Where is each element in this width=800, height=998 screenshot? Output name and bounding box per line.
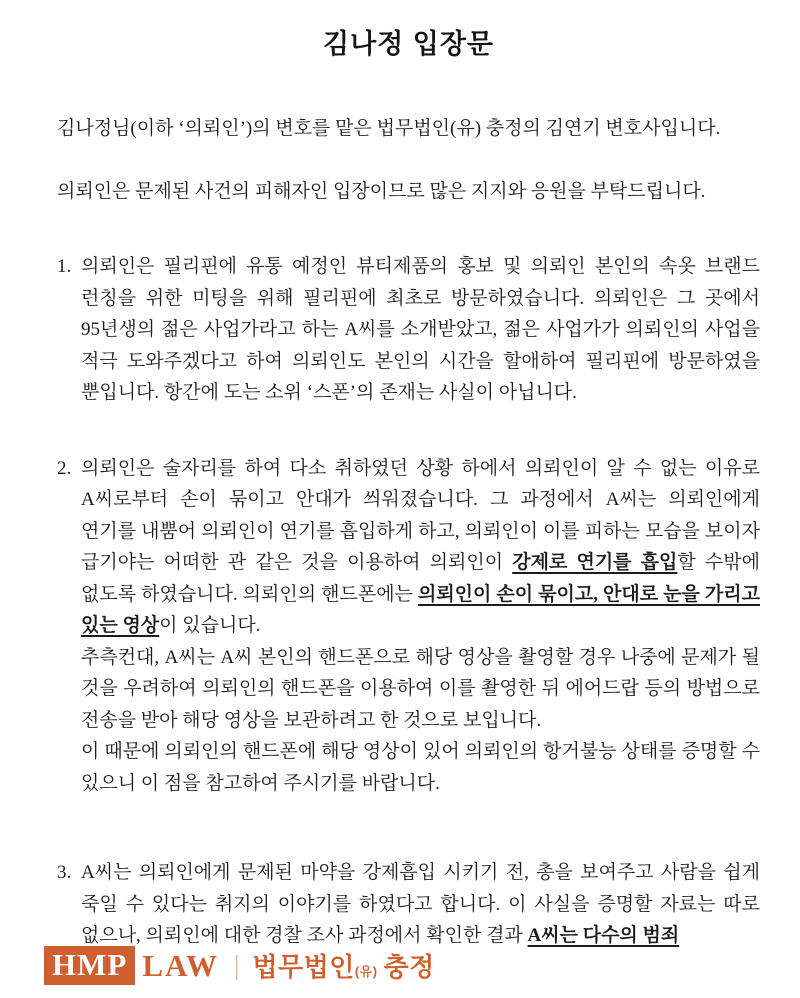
statement-item-2 [57, 453, 760, 800]
item-2-paragraph-2: 추측컨대, A씨는 A씨 본인의 핸드폰으로 해당 영상을 촬영할 경우 나중에 문제가 될 것을 우려하여 의뢰인의 핸드폰을 이용하여 이를 촬영한 뒤 에어드랍 등의 방법으로 전송을 받아 해당 영상을 보관하려고 한 것으로 보입니다. [81, 646, 760, 731]
item-2-body [81, 453, 760, 800]
law-logo-word: LAW [142, 947, 219, 983]
item-1-paragraph-1: 의뢰인은 필리핀에 유통 예정인 뷰티제품의 홍보 및 의뢰인 본인의 속옷 브랜드 런칭을 위한 미팅을 위해 필리핀에 최초로 방문하였습니다. 의뢰인은 그 곳에서 95년생의 젊은 사업가라고 하는 A씨를 소개받았고, 젊은 사업가가 의뢰인의 사업을 적극 도와주겠다고 하여 의뢰인도 본인의 시간을 할애하여 필리핀에 방문하였을 뿐입니다. 항간에 도는 소위 ‘스폰’의 존재는 사실이 아닙니다. [81, 256, 760, 403]
item-2-paragraph-3: 이 때문에 의뢰인의 핸드폰에 해당 영상이 있어 의뢰인의 항거불능 상태를 증명할 수 있으니 이 점을 참고하여 주시기를 바랍니다. [81, 741, 760, 794]
intro-paragraph-2: 의뢰인은 문제된 사건의 피해자인 입장이므로 많은 지지와 응원을 부탁드립니다. [57, 180, 706, 202]
statement-item-1 [57, 251, 760, 409]
item-2-paragraph-1: 의뢰인은 술자리를 하여 다소 취하였던 상황 하에서 의뢰인이 알 수 없는 이유로 A씨로부터 손이 묶이고 안대가 씌워졌습니다. 그 과정에서 A씨는 의뢰인에게 연기를 내뿜어 의뢰인이 연기를 흡입하게 하고, 의뢰인이 이를 피하는 모습을 보이자 급기야는 어떠한 관 같은 것을 이용하여 의뢰인이 강제로 연기를 흡입할 수밖에 없도록 하였습니다. 의뢰인의 핸드폰에는 의뢰인이 손이 묶이고, 안대로 눈을 가리고 있는 영상이 있습니다. [81, 457, 760, 636]
hmp-logo-mark: HMP [44, 946, 135, 985]
item-1-body [81, 251, 760, 409]
item-1-number: 1. [57, 256, 72, 277]
statement-item-3 [57, 857, 760, 952]
firm-name-korean [252, 947, 434, 984]
item-3-body [81, 857, 760, 952]
firm-last-word: 충정 [383, 952, 435, 982]
firm-prefix: 법무법인 [252, 952, 355, 982]
item-2-number: 2. [57, 457, 72, 479]
law-firm-logo [44, 946, 435, 985]
firm-entity-type: (유) [354, 964, 378, 979]
page-title: 김나정 입장문 [323, 29, 494, 59]
item-3-paragraph-1: A씨는 의뢰인에게 문제된 마약을 강제흡입 시키기 전, 총을 보여주고 사람을 쉽게 죽일 수 있다는 취지의 이야기를 하였다고 합니다. 이 사실을 증명할 자료는 따로 없으나, 의뢰인에 대한 경찰 조사 과정에서 확인한 결과 A씨는 다수의 범죄 [81, 862, 760, 946]
intro-paragraph-1: 김나정님(이하 ‘의뢰인’)의 변호를 맡은 법무법인(유) 충정의 김연기 변호사입니다. [57, 118, 721, 139]
item-3-number: 3. [57, 862, 72, 883]
logo-divider: | [233, 950, 240, 980]
